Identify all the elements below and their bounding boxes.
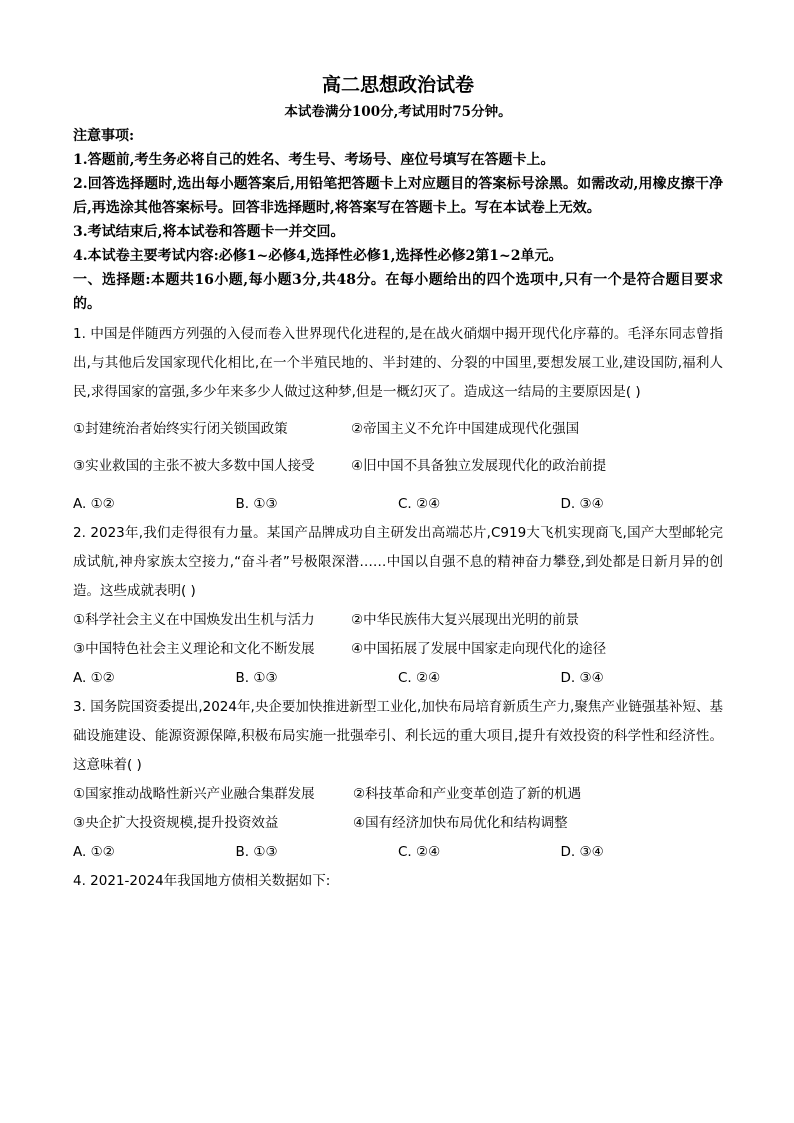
exam-page xyxy=(73,72,723,896)
choice-a: A. ①② xyxy=(73,670,115,686)
option-2: ②中华民族伟大复兴展现出光明的前景 xyxy=(351,612,580,628)
option-1: ①封建统治者始终实行闭关锁国政策 xyxy=(73,421,288,437)
note-item: 3.考试结束后,将本试卷和答题卡一并交回。 xyxy=(73,224,345,240)
options-row xyxy=(73,635,723,664)
answer-choices xyxy=(73,838,723,867)
note-item: 2.回答选择题时,选出每小题答案后,用铅笔把答题卡上对应题目的答案标号涂黑。如需改动,用橡皮擦干净后,再选涂其他答案标号。回答非选择题时,将答案写在答题卡上。写在本试卷上无效。 xyxy=(73,176,723,216)
question-stem: 2. 2023年,我们走得很有力量。某国产品牌成功自主研发出高端芯片,C919大飞机实现商飞,国产大型邮轮完成试航,神舟家族太空接力,“奋斗者”号极限深潜……中国以自强不息的精神奋力攀登,到处都是日新月异的创造。这些成就表明( ) xyxy=(73,525,723,599)
option-4: ④旧中国不具备独立发展现代化的政治前提 xyxy=(351,458,607,474)
options-row xyxy=(73,780,723,809)
exam-subtitle: 本试卷满分100分,考试用时75分钟。 xyxy=(284,104,512,120)
choice-c: C. ②④ xyxy=(398,844,441,860)
options-row xyxy=(73,415,723,444)
option-3: ③中国特色社会主义理论和文化不断发展 xyxy=(73,641,315,657)
option-2: ②科技革命和产业变革创造了新的机遇 xyxy=(353,786,582,802)
option-4: ④中国拓展了发展中国家走向现代化的途径 xyxy=(351,641,607,657)
notes-heading: 注意事项: xyxy=(73,128,135,144)
option-3: ③央企扩大投资规模,提升投资效益 xyxy=(73,815,279,831)
question-stem: 3. 国务院国资委提出,2024年,央企要加快推进新型工业化,加快布局培育新质生产力,聚焦产业链强基补短、基础设施建设、能源资源保障,积极布局实施一批强牵引、利长远的重大项目,提升有效投资的科学性和经济性。这意味着( ) xyxy=(73,699,723,773)
choice-c: C. ②④ xyxy=(398,670,441,686)
answer-choices xyxy=(73,490,723,519)
options-row xyxy=(73,606,723,635)
note-item: 1.答题前,考生务必将自己的姓名、考生号、考场号、座位号填写在答题卡上。 xyxy=(73,152,555,168)
option-1: ①国家推动战略性新兴产业融合集群发展 xyxy=(73,786,315,802)
option-1: ①科学社会主义在中国焕发出生机与活力 xyxy=(73,612,315,628)
option-4: ④国有经济加快布局优化和结构调整 xyxy=(353,815,568,831)
choice-d: D. ③④ xyxy=(560,496,604,512)
choice-b: B. ①③ xyxy=(235,844,278,860)
options-row xyxy=(73,809,723,838)
section-heading: 一、选择题:本题共16小题,每小题3分,共48分。在每小题给出的四个选项中,只有一个是符合题目要求的。 xyxy=(73,272,723,312)
option-2: ②帝国主义不允许中国建成现代化强国 xyxy=(351,421,580,437)
answer-choices xyxy=(73,664,723,693)
exam-title: 高二思想政治试卷 xyxy=(321,74,474,96)
choice-d: D. ③④ xyxy=(560,844,604,860)
choice-a: A. ①② xyxy=(73,496,115,512)
choice-a: A. ①② xyxy=(73,844,115,860)
choice-b: B. ①③ xyxy=(235,670,278,686)
question-stem: 1. 中国是伴随西方列强的入侵而卷入世界现代化进程的,是在战火硝烟中揭开现代化序幕的。毛泽东同志曾指出,与其他后发国家现代化相比,在一个半殖民地的、半封建的、分裂的中国里,要想发展工业,建设国防,福利人民,求得国家的富强,多少年来多少人做过这种梦,但是一概幻灭了。造成这一结局的主要原因是( ) xyxy=(73,326,723,400)
note-item: 4.本试卷主要考试内容:必修1~必修4,选择性必修1,选择性必修2第1~2单元。 xyxy=(73,248,563,264)
choice-c: C. ②④ xyxy=(398,496,441,512)
question-stem: 4. 2021-2024年我国地方债相关数据如下: xyxy=(73,873,331,889)
choice-d: D. ③④ xyxy=(560,670,604,686)
option-3: ③实业救国的主张不被大多数中国人接受 xyxy=(73,458,315,474)
choice-b: B. ①③ xyxy=(235,496,278,512)
options-row xyxy=(73,452,723,481)
